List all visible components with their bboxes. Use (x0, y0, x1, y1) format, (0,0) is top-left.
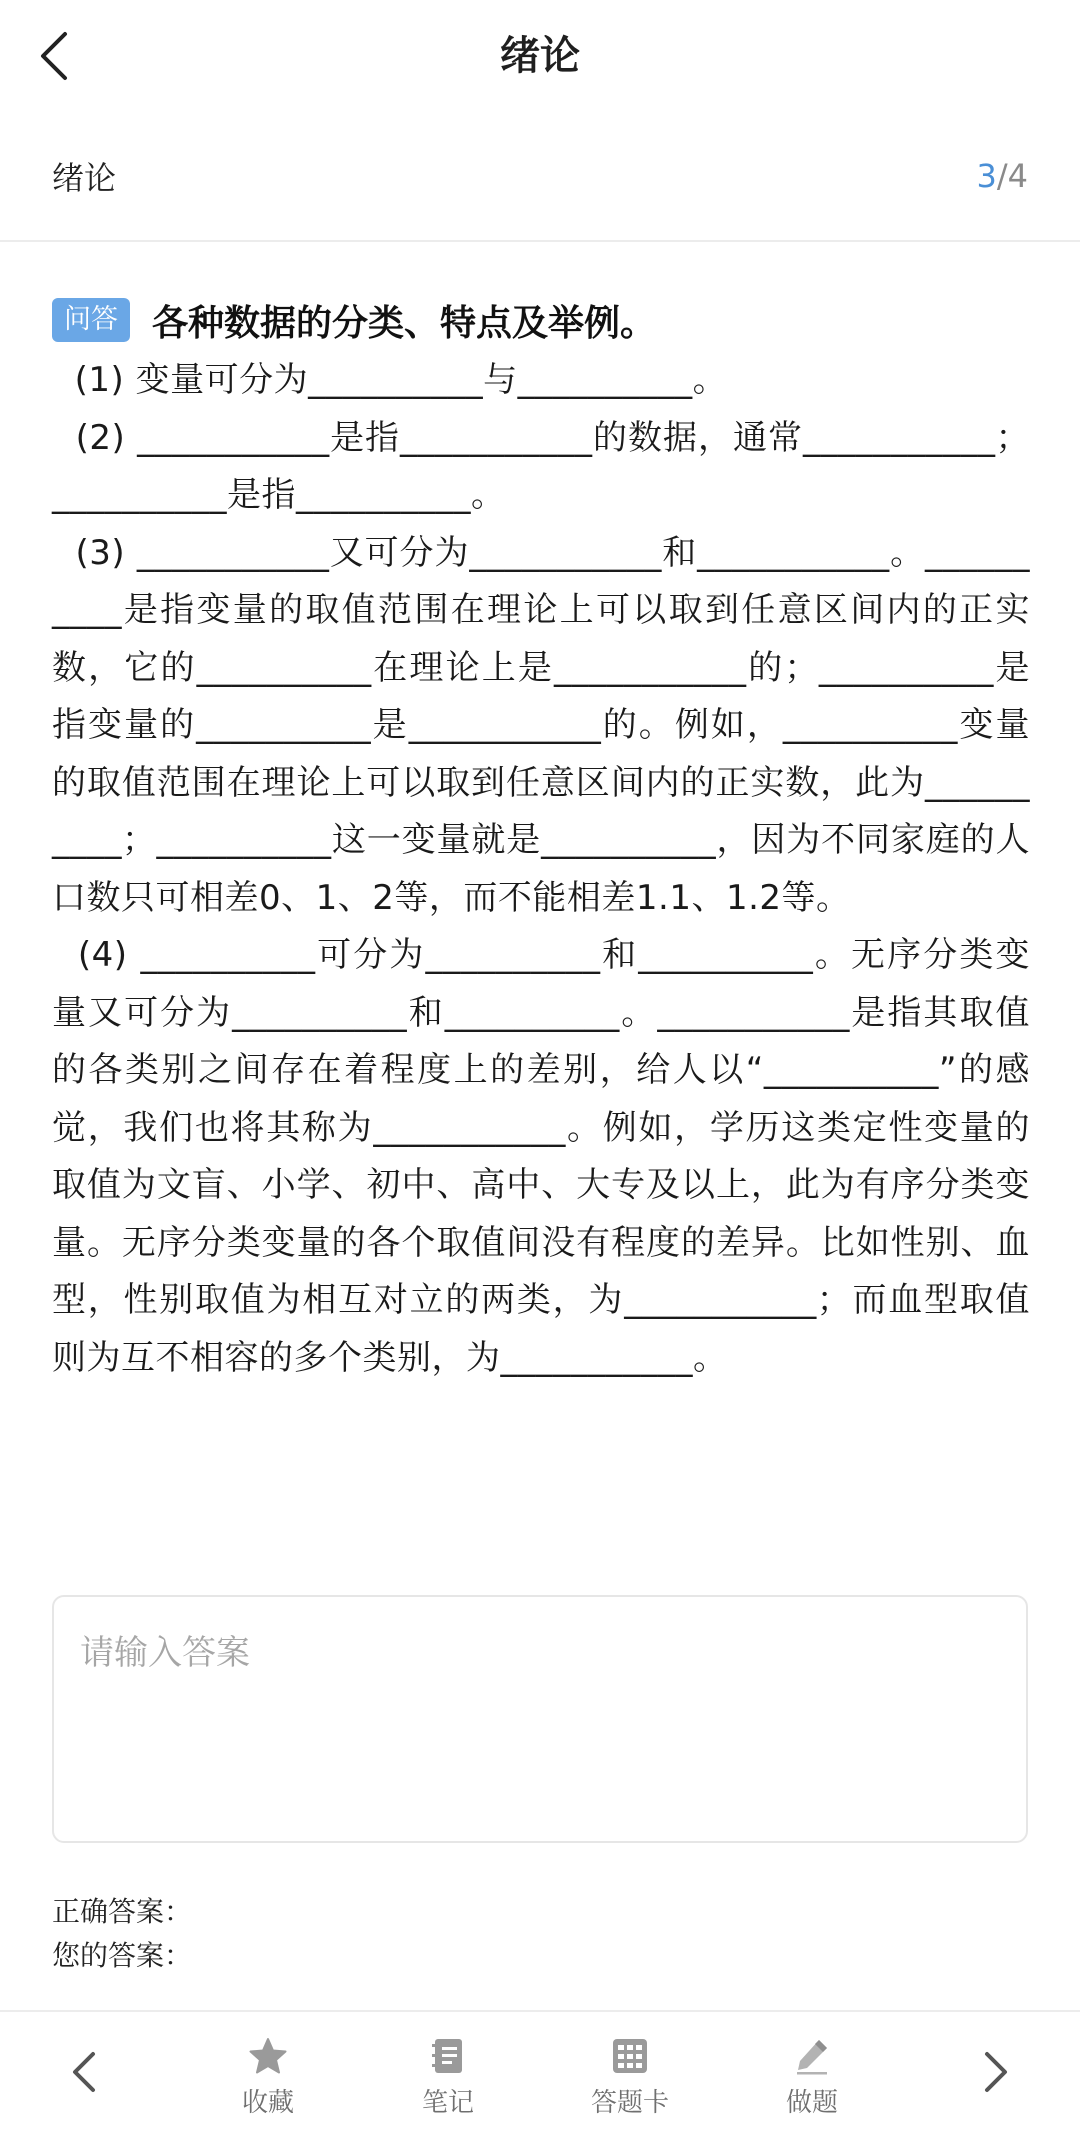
answer-input[interactable] (54, 1597, 1026, 1841)
divider (0, 240, 1080, 242)
progress-total: 4 (1007, 157, 1028, 195)
question-title: 各种数据的分类、特点及举例。 (152, 302, 657, 344)
your-answer-label: 您的答案： (52, 1939, 193, 1972)
question-paragraph-4: (4) __________可分为__________和__________。无序分类变量又可分为__________和__________。___________是指其取值的各类别之间存在着程度上的差别，给人以“__________”的感觉，我们也将其称为___________。例如，学历这类定性变量的取值为文盲、小学、初中、高中、大专及以上，此为有序分类变量。无序分类变量的各个取值间没有程度的差异。比如性别、血型，性别取值为相互对立的两类，为___________；而血型取值则为互不相容的多个类别，为___________。 (52, 935, 1030, 1378)
grid-icon (610, 2036, 650, 2076)
progress-current: 3 (976, 157, 997, 195)
correct-answer-label: 正确答案： (52, 1895, 193, 1928)
answer-card-button[interactable] (570, 2036, 690, 2119)
chevron-right-icon (983, 2050, 1009, 2094)
question-block (52, 290, 1030, 1387)
notes-label: 笔记 (421, 2088, 474, 2118)
practice-label: 做题 (785, 2088, 838, 2118)
page-title: 绪论 (500, 33, 580, 79)
answer-card-label: 答题卡 (590, 2088, 669, 2118)
previous-question-button[interactable] (54, 2042, 114, 2102)
notes-button[interactable] (388, 2036, 508, 2119)
question-paragraph-2: (2) ___________是指___________的数据，通常___________；__________是指__________。 (52, 417, 1030, 515)
question-body (52, 352, 1030, 1387)
question-paragraph-1: (1) 变量可分为__________与__________。 (52, 360, 728, 400)
answer-input-container (52, 1595, 1028, 1843)
notebook-icon (428, 2036, 468, 2076)
answer-info (52, 1890, 192, 1978)
bottom-toolbar (0, 2010, 1080, 2134)
pencil-icon (792, 2036, 832, 2076)
top-nav-bar (0, 0, 1080, 118)
question-header (52, 290, 1030, 350)
question-type-badge: 问答 (52, 298, 130, 342)
chevron-left-icon (71, 2050, 97, 2094)
next-question-button[interactable] (966, 2042, 1026, 2102)
chapter-bar (52, 148, 1028, 204)
progress-separator: / (996, 157, 1008, 195)
favorite-button[interactable] (208, 2036, 328, 2119)
practice-button[interactable] (752, 2036, 872, 2119)
favorite-label: 收藏 (241, 2088, 294, 2118)
chapter-label: 绪论 (52, 159, 117, 197)
question-paragraph-3: (3) ___________又可分为___________和___________。__________是指变量的取值范围在理论上可以取到任意区间内的正实数，它的__________在理论上是___________的；__________是指变量的__________是___________的。例如，__________变量的取值范围在理论上可以取到任意区间内的正实数，此为__________；__________这一变量就是__________，因为不同家庭的人口数只可相差0、1、2等，而不能相差1.1、1.2等。 (52, 532, 1030, 918)
question-progress (977, 157, 1029, 195)
star-icon (248, 2036, 288, 2076)
